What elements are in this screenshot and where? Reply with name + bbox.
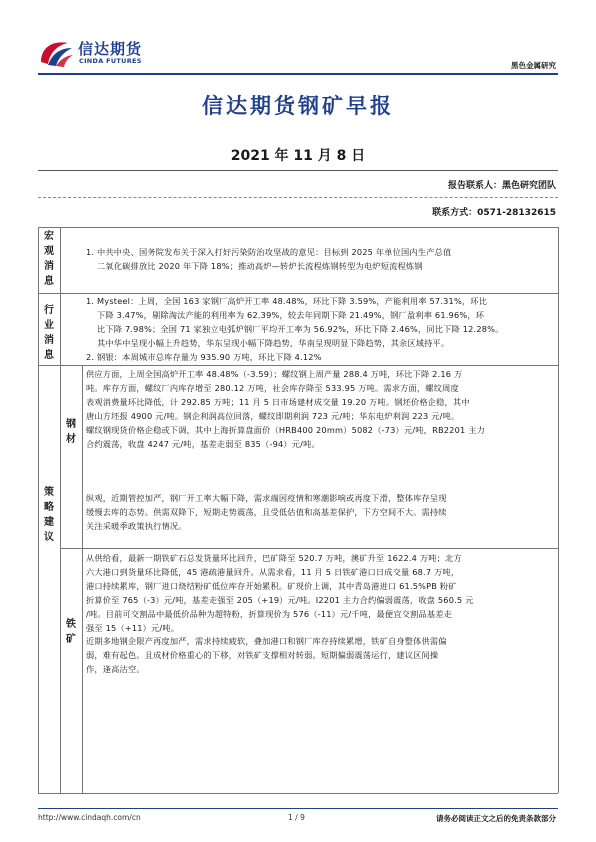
- report-title: 信达期货钢矿早报: [202, 94, 394, 118]
- report-date: 2021 年 11 月 8 日: [230, 148, 366, 164]
- iron-ore-analysis: 从供给看，最新一期铁矿石总发货量环比回升，巴矿降至 520.7 万吨，澳矿升至 1622.4 万吨；北方 六大港口到货量环比降低，45 港疏港量回升。从需求看，11 月 5 日铁矿港口日成交量 68.7 万吨， 港口持续累库，钢厂进口烧结粉矿低位库存开始累积。矿现价上调，其中青岛港进口 61.5%PB 粉矿 折算价至 765（-3）元/吨，基差走强至 205（+19）元/吨。I2201 主力合约偏弱震荡，收盘 560.5 元 /吨。目前可交割品中最低价品种为超特粉，折算现价为 576（-11）元/千吨，最便宜交割品基差走 强至 15（+11）元/吨。: [86, 553, 474, 633]
- cinda-logo-icon: [38, 38, 74, 68]
- content-table: [38, 227, 558, 794]
- contact-method: 联系方式：0571-28132615: [432, 208, 556, 218]
- macro-news: 1. 中共中央、国务院发布关于深入打好污染防治攻坚战的意见：目标到 2025 年单位国内生产总值 二氧化碳排放比 2020 年下降 18%；推动高炉—转炉长流程炼钢转型为电炉短流程炼钢: [86, 247, 452, 271]
- label-steel: 钢 材: [66, 419, 76, 445]
- row-divider-industry: [38, 365, 558, 366]
- page-number: 1 / 9: [288, 813, 305, 822]
- contact-divider: [38, 197, 558, 198]
- section-tag: 黑色金属研究: [511, 61, 556, 70]
- table-border-bottom: [38, 793, 558, 794]
- label-strategy: 策 略 建 议: [44, 487, 54, 543]
- company-logo: [38, 36, 158, 70]
- contact-person: 报告联系人：黑色研究团队: [447, 181, 556, 191]
- footer-divider: [38, 808, 558, 809]
- steel-conclusion: 纵观，近期管控加严，钢厂开工率大幅下降，需求端因疫情和寒潮影响或再度下滑，整体库存呈现 缓慢去库的态势。供需双降下，短期走势震荡，且受低估值和高基差保护，下方空间不大。需持续 关注采暖季政策执行情况。: [86, 493, 447, 531]
- row-divider-steel: [60, 548, 558, 549]
- title-divider: [38, 170, 558, 171]
- sublabel-column-divider: [82, 365, 83, 793]
- iron-ore-conclusion: 近期多地钢企限产再度加严，需求持续疲软，叠加港口和钢厂库存持续累增，铁矿自身整体供需偏 弱，难有起色。且成材价格重心的下移，对铁矿支撑相对转弱。短期偏弱震荡运行，建议区间操 作，逢高沽空。: [86, 636, 447, 674]
- industry-news: 1. Mysteel：上周，全国 163 家钢厂高炉开工率 48.48%，环比下降 3.59%，产能利用率 57.31%，环比 下降 3.47%，剔除淘汰产能的利用率为 62.39%，较去年同期下降 21.49%，钢厂盈利率 61.96%，环 比下降 7.98%；全国 71 家独立电弧炉钢厂平均开工率为 56.92%，环比下降 2.46%，同比下降 12.28%。 其中华中呈现小幅上升趋势，华东呈现小幅下降趋势，华南呈现明显下降趋势，其余区域持平。 2. 钢银：本周城市总库存量为 935.90 万吨，环比下降 4.12%: [86, 296, 504, 362]
- logo-cn-text: 信达期货: [78, 40, 143, 58]
- label-industry: 行 业 消 息: [44, 305, 54, 361]
- footer-disclaimer: 请务必阅读正文之后的免责条款部分: [436, 814, 556, 823]
- footer-website-link[interactable]: http://www.cindaqh.com/cn: [38, 813, 141, 822]
- table-border-right: [558, 227, 559, 793]
- steel-analysis: 供应方面，上周全国高炉开工率 48.48%（-3.59）；螺纹钢上周产量 288.4 万吨，环比下降 2.16 万 吨。库存方面，螺纹厂内库存增至 280.12 万吨，社会库存降至 533.95 万吨。需求方面，螺纹周度 表观消费量环比降低，计 292.85 万吨；11 月 5 日市场建材成交量 19.20 万吨。钢坯价格企稳，其中 唐山方坯报 4900 元/吨。钢企利润高位回落，螺纹即期利润 723 元/吨；华东电炉利润 223 元/吨。 螺纹钢现货价格企稳或下调，其中上海折算盘面价（HRB400 20mm）5082（-73）元/吨，RB2201 主力 合约震荡，收盘 4247 元/吨，基差走弱至 835（-94）元/吨。: [86, 369, 485, 449]
- header-divider: [38, 73, 558, 75]
- label-iron-ore: 铁 矿: [66, 619, 76, 645]
- table-border-top: [38, 227, 558, 228]
- logo-en-text: CINDA FUTURES: [79, 57, 142, 65]
- label-macro: 宏 观 消 息: [44, 231, 54, 287]
- label-column-divider: [60, 227, 61, 793]
